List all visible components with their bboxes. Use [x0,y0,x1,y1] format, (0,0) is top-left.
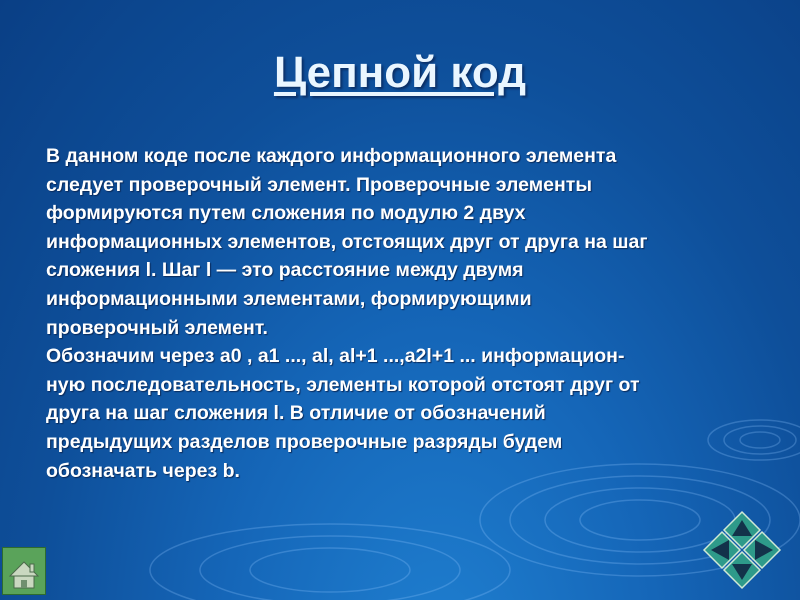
navigation-arrows [700,508,784,592]
paragraph-2: Обозначим через a0 , a1 ..., al, al+1 ...,a2l+1 ... информацион- ную последовательность, элементы которой отстоят друг от друга на шаг сложения l. В отличие от обозначений предыдущих разделов проверочные разряды будем обозначать через b. [46,345,640,482]
home-button[interactable] [2,547,46,595]
slide-body [46,142,766,485]
home-icon [3,548,45,594]
paragraph-1: В данном коде после каждого информационного элемента следует проверочный элемент. Проверочные элементы формируются путем сложения по модулю 2 двух информационных элементов, отстоящих друг от друга на шаг сложения l. Шаг l — это расстояние между двумя информационными элементами, формирующими проверочный элемент. [46,145,648,339]
slide-title: Цепной код [273,48,527,97]
